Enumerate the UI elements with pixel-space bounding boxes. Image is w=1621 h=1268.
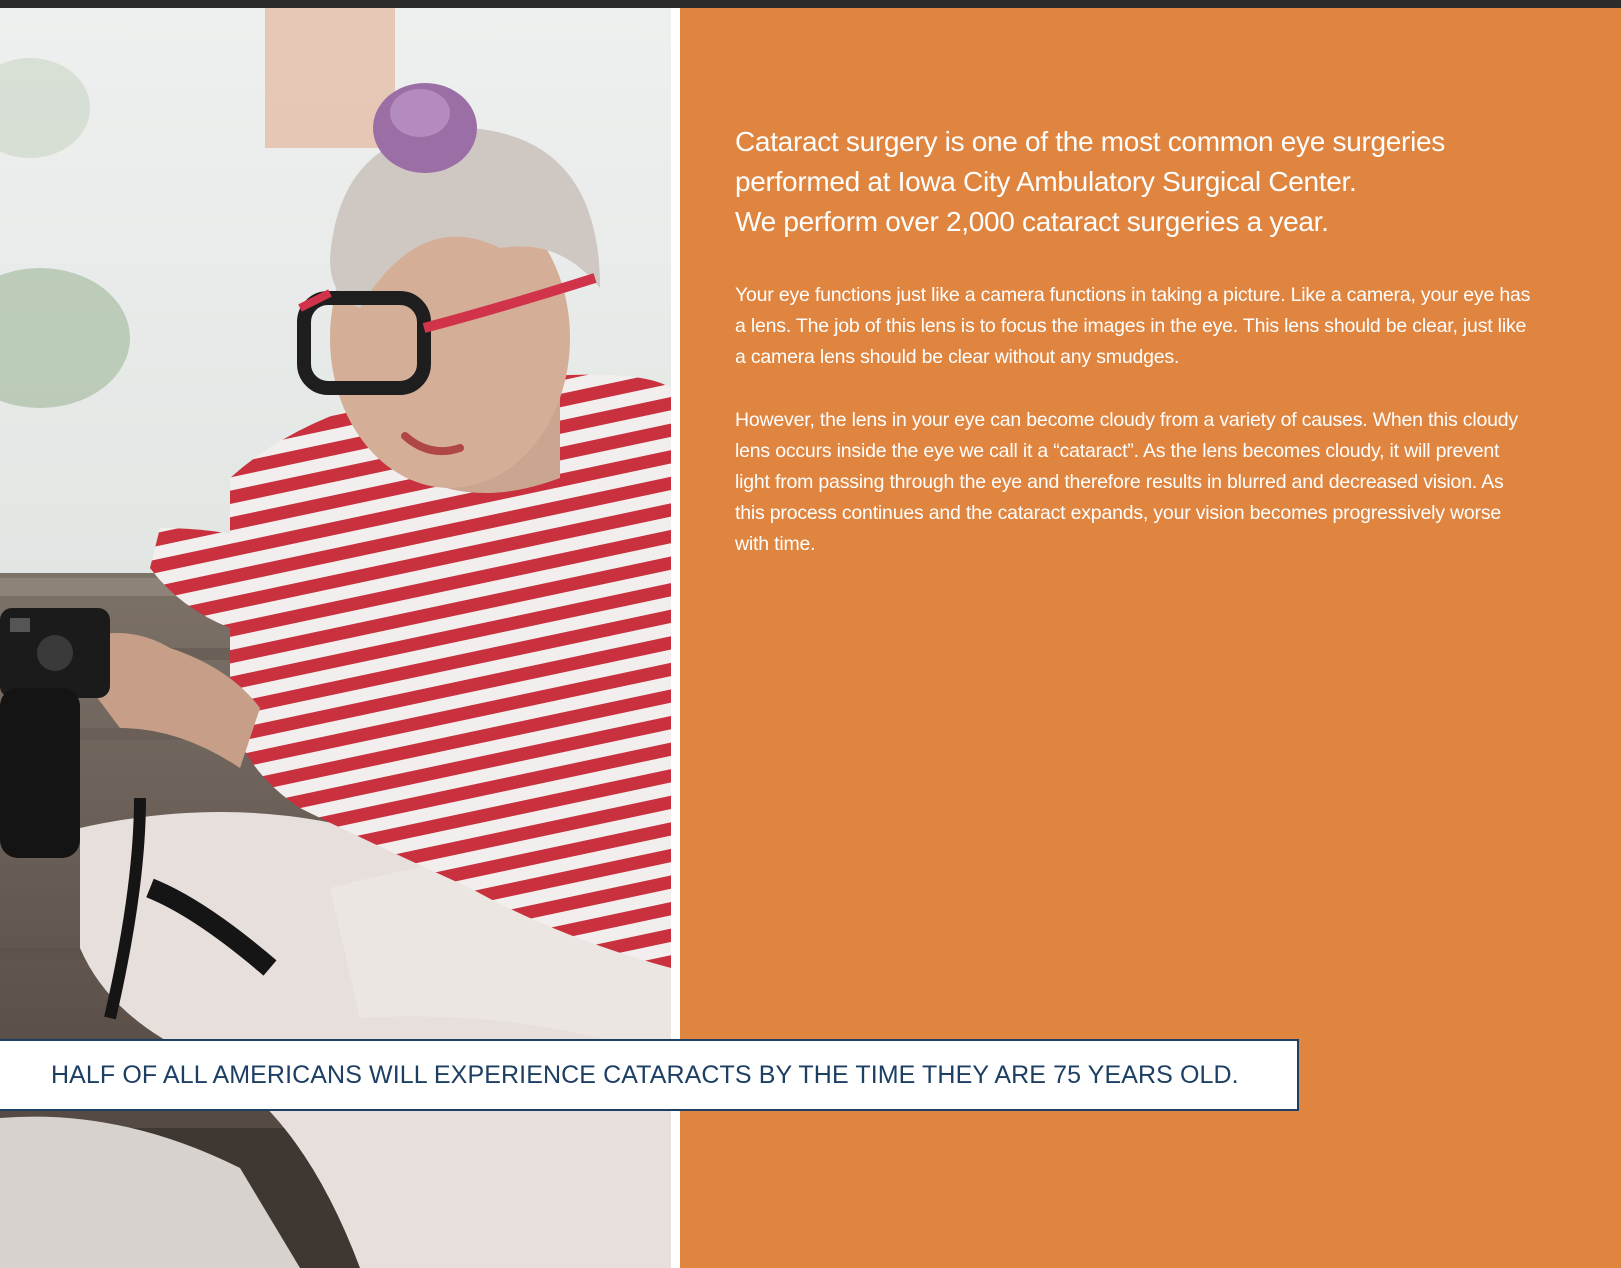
intro-line: Cataract surgery is one of the most common eye surgeries	[735, 126, 1445, 157]
statistic-callout	[0, 1039, 1299, 1111]
intro-heading	[735, 122, 1535, 242]
intro-line: performed at Iowa City Ambulatory Surgical Center.	[735, 166, 1357, 197]
cataract-explanation-paragraph: However, the lens in your eye can become cloudy from a variety of causes. When this cloudy lens occurs inside the eye we call it a “cataract”. As the lens becomes cloudy, it will prevent light from passing through the eye and therefore results in blurred and decreased vision. As this process continues and the cataract expands, your vision becomes progressively worse with time.	[735, 409, 1518, 555]
camera-analogy-paragraph: Your eye functions just like a camera functions in taking a picture. Like a camera, your eye has a lens. The job of this lens is to focus the images in the eye. This lens should be clear, just like a camera lens should be clear without any smudges.	[735, 284, 1531, 368]
intro-line: We perform over 2,000 cataract surgeries a year.	[735, 206, 1329, 237]
statistic-callout-text: HALF OF ALL AMERICANS WILL EXPERIENCE CATARACTS BY THE TIME THEY ARE 75 YEARS OLD.	[51, 1060, 1239, 1089]
info-text-block	[735, 122, 1535, 592]
top-edge-bar	[0, 0, 1621, 8]
